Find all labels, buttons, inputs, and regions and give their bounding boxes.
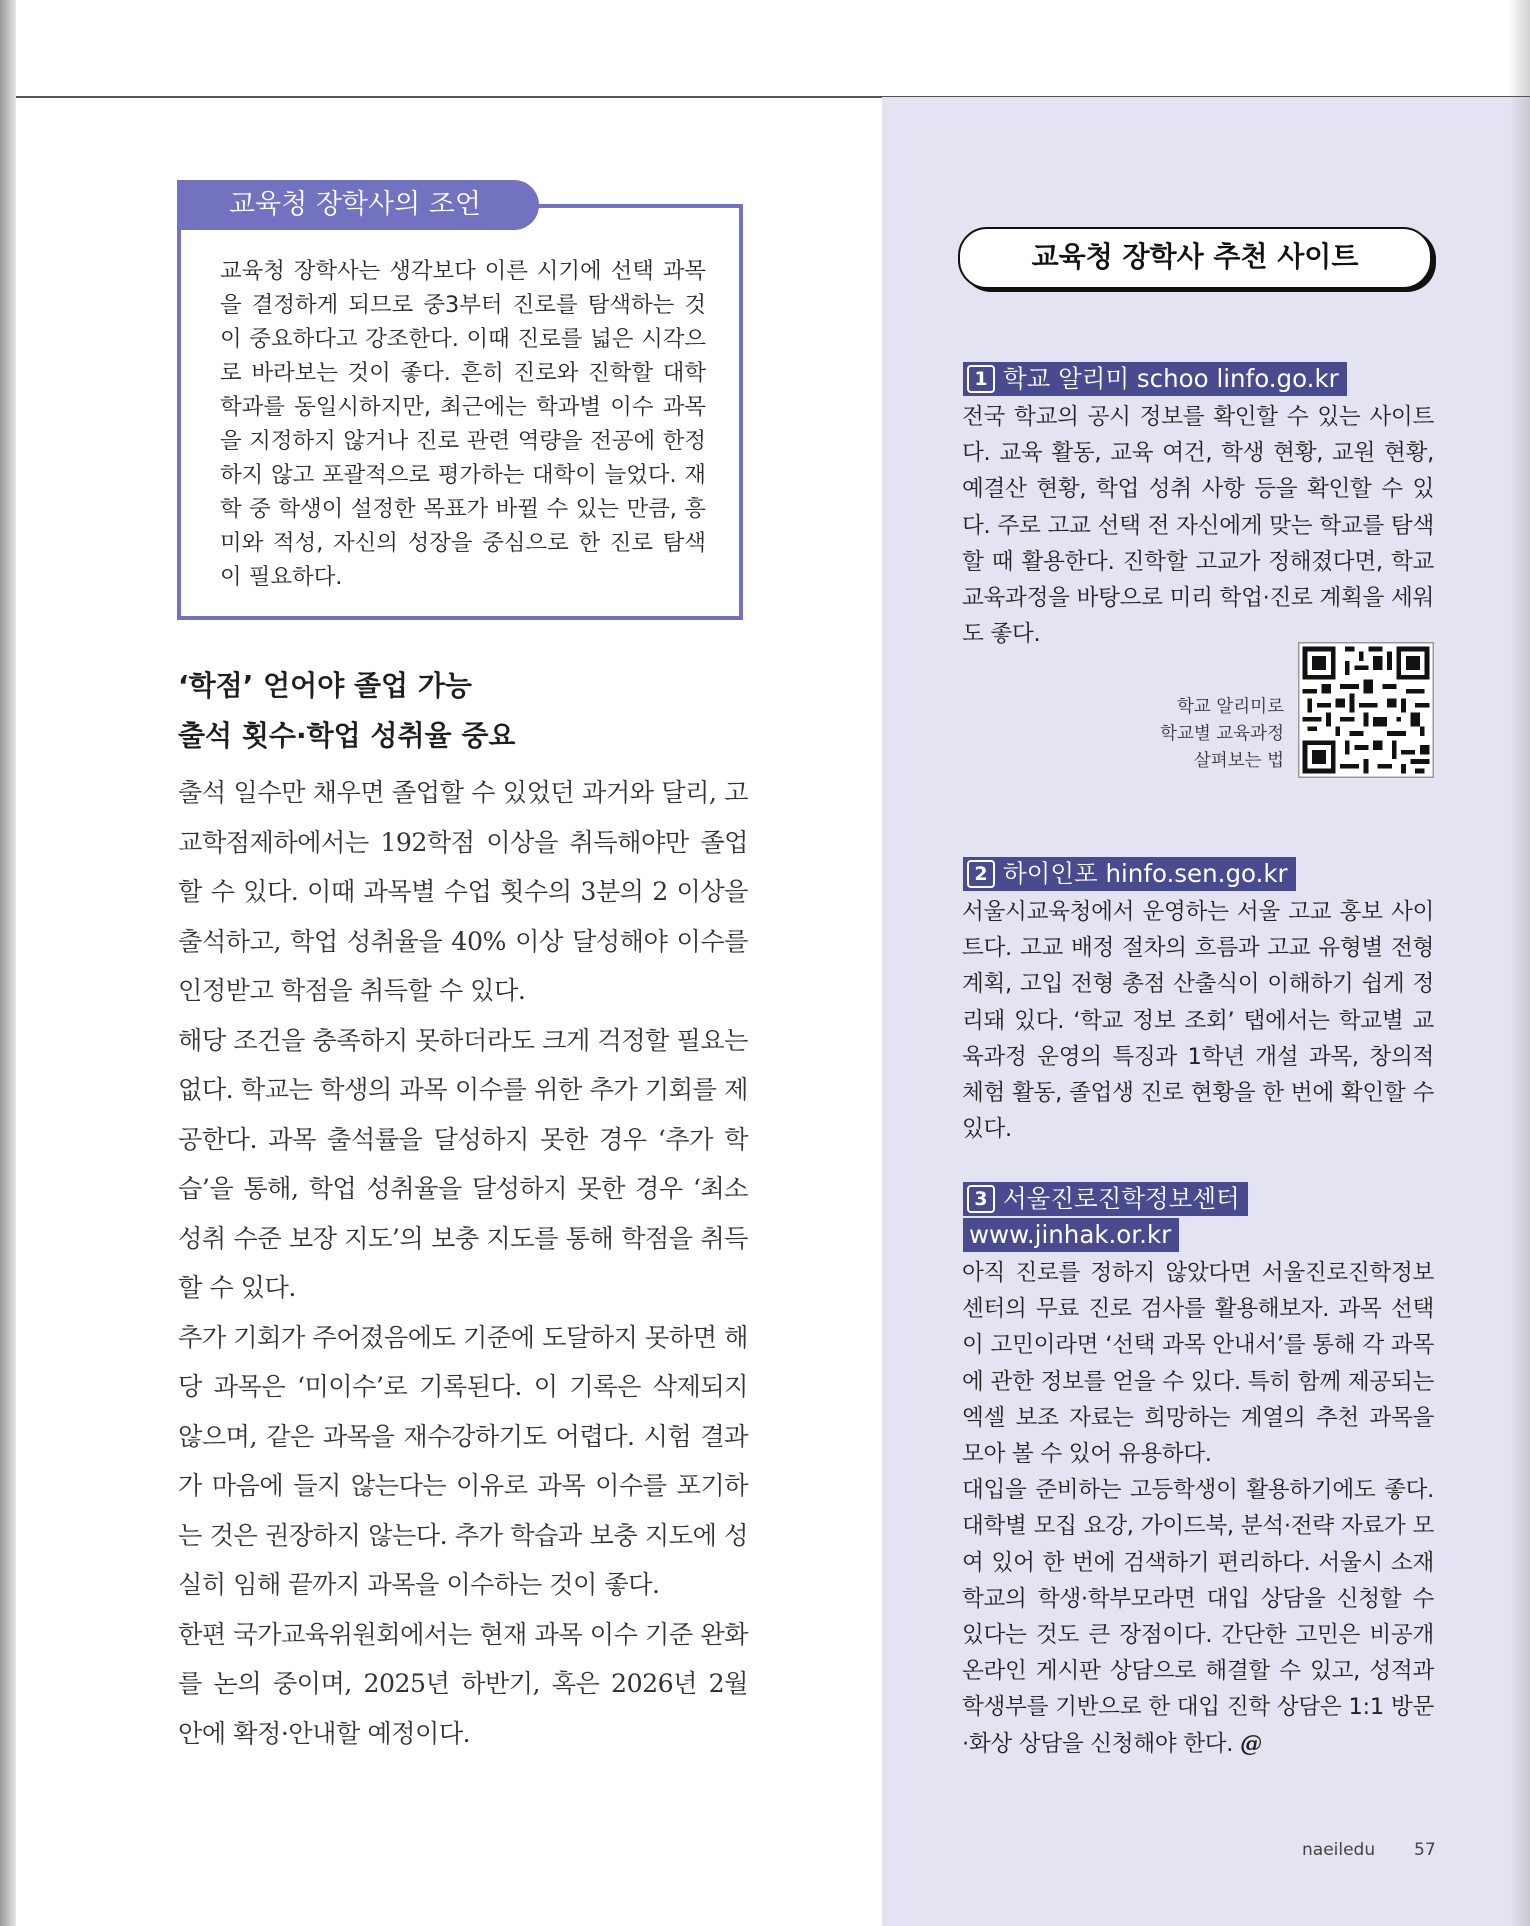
site1-body: 전국 학교의 공시 정보를 확인할 수 있는 사이트다. 교육 활동, 교육 여건, 학생 현황, 교원 현황, 예결산 현황, 학업 성취 사항 등을 확인할 수 있다. 주로 고교 선택 전 자신에게 맞는 학교를 탐색할 때 활용한다. 진학할 고교가 정해졌다면, 학교 교육과정을 바탕으로 미리 학업·진로 계획을 세워도 좋다. <box>962 404 1434 648</box>
site3-paragraph-text: 대입을 준비하는 고등학생이 활용하기에도 좋다. 대학별 모집 요강, 가이드북, 분석·전략 자료가 모여 있어 한 번에 검색하기 편리하다. 서울시 소재 학교의 학생·학부모라면 대입 상담을 신청할 수 있다는 것도 큰 장점이다. 간단한 고민은 비공개 온라인 게시판 상담으로 해결할 수 있고, 성적과 학생부를 기반으로 한 대입 진학 상담은 1:1 방문·화상 상담을 신청해야 한다. <box>962 1477 1434 1757</box>
article-paragraph: 한편 국가교육위원회에서는 현재 과목 이수 기준 완화를 논의 중이며, 2025년 하반기, 혹은 2026년 2월 안에 확정·안내할 예정이다. <box>178 1619 748 1748</box>
page-spine <box>0 0 16 1926</box>
right-edge-shade <box>1510 97 1530 1926</box>
site1-heading <box>963 362 1347 396</box>
site3-name: 서울진로진학정보센터 <box>1003 1184 1240 1213</box>
qr-caption-line: 살펴보는 법 <box>1193 751 1284 771</box>
site3-paragraph <box>962 1472 1434 1762</box>
site3-body <box>962 1255 1434 1762</box>
advice-title: 교육청 장학사의 조언 <box>177 180 539 230</box>
article-paragraph: 추가 기회가 주어졌음에도 기준에 도달하지 못하면 해당 과목은 ‘미이수’로 기록된다. 이 기록은 삭제되지 않으며, 같은 과목을 재수강하기도 어렵다. 시험 결과가 마음에 들지 않는다는 이유로 과목 이수를 포기하는 것은 권장하지 않는다. 추가 학습과 보충 지도에 성실히 임해 끝까지 과목을 이수하는 것이 좋다. <box>178 1322 748 1599</box>
site2-name: 하이인포 hinfo.sen.go.kr <box>1003 859 1288 888</box>
qr-code[interactable] <box>1298 642 1434 778</box>
site2-heading <box>963 857 1296 891</box>
qr-caption <box>1128 694 1284 775</box>
top-edge-shade <box>1508 0 1530 96</box>
site3-number-badge: 3 <box>967 1185 995 1213</box>
qr-caption-line: 학교 알리미로 <box>1177 697 1284 717</box>
end-mark-icon: @ <box>1240 1730 1262 1757</box>
site3-paragraph: 아직 진로를 정하지 않았다면 서울진로진학정보센터의 무료 진로 검사를 활용해보자. 과목 선택이 고민이라면 ‘선택 과목 안내서’를 통해 각 과목에 관한 정보를 얻을 수 있다. 특히 함께 제공되는 엑셀 보조 자료는 희망하는 계열의 추천 과목을 모아 볼 수 있어 유용하다. <box>962 1260 1434 1468</box>
site2-body: 서울시교육청에서 운영하는 서울 고교 홍보 사이트다. 고교 배정 절차의 흐름과 고교 유형별 전형 계획, 고입 전형 총점 산출식이 이해하기 쉽게 정리돼 있다. ‘학교 정보 조회’ 탭에서는 학교별 교육과정 운영의 특징과 1학년 개설 과목, 창의적 체험 활동, 졸업생 진로 현황을 한 번에 확인할 수 있다. <box>962 899 1434 1143</box>
article-paragraph: 해당 조건을 충족하지 못하더라도 크게 걱정할 필요는 없다. 학교는 학생의 과목 이수를 위한 추가 기회를 제공한다. 과목 출석률을 달성하지 못한 경우 ‘추가 학습’을 통해, 학업 성취율을 달성하지 못한 경우 ‘최소 성취 수준 보장 지도’의 보충 지도를 통해 학점을 취득할 수 있다. <box>178 1025 748 1302</box>
article-paragraph: 출석 일수만 채우면 졸업할 수 있었던 과거와 달리, 고교학점제하에서는 192학점 이상을 취득해야만 졸업할 수 있다. 이때 과목별 수업 횟수의 3분의 2 이상을 출석하고, 학업 성취율을 40% 이상 달성해야 이수를 인정받고 학점을 취득할 수 있다. <box>178 778 748 1005</box>
advice-body: 교육청 장학사는 생각보다 이른 시기에 선택 과목을 결정하게 되므로 중3부터 진로를 탐색하는 것이 중요하다고 강조한다. 이때 진로를 넓은 시각으로 바라보는 것이 좋다. 흔히 진로와 진학할 대학 학과를 동일시하지만, 최근에는 학과별 이수 과목을 지정하지 않거나 진로 관련 역량을 전공에 한정하지 않고 포괄적으로 평가하는 대학이 늘었다. 재학 중 학생이 설정한 목표가 바뀔 수 있는 만큼, 흥미와 적성, 자신의 성장을 중심으로 한 진로 탐색이 필요하다. <box>220 258 706 590</box>
page-number: 57 <box>1414 1840 1436 1860</box>
site2-number-badge: 2 <box>967 860 995 888</box>
site3-url-label: www.jinhak.or.kr <box>963 1218 1179 1252</box>
sidebar-title: 교육청 장학사 추천 사이트 <box>958 227 1432 289</box>
qr-caption-line: 학교별 교육과정 <box>1160 724 1284 744</box>
footer-brand: naeiledu <box>1302 1840 1376 1860</box>
top-band <box>16 0 1530 98</box>
article-headline-2: 출석 횟수·학업 성취율 중요 <box>178 719 516 752</box>
article-body <box>178 768 748 1758</box>
article-headline-1: ‘학점’ 얻어야 졸업 가능 <box>178 669 472 702</box>
site1-name: 학교 알리미 schoo linfo.go.kr <box>1003 364 1339 393</box>
site1-number-badge: 1 <box>967 365 995 393</box>
site3-heading <box>963 1182 1248 1216</box>
